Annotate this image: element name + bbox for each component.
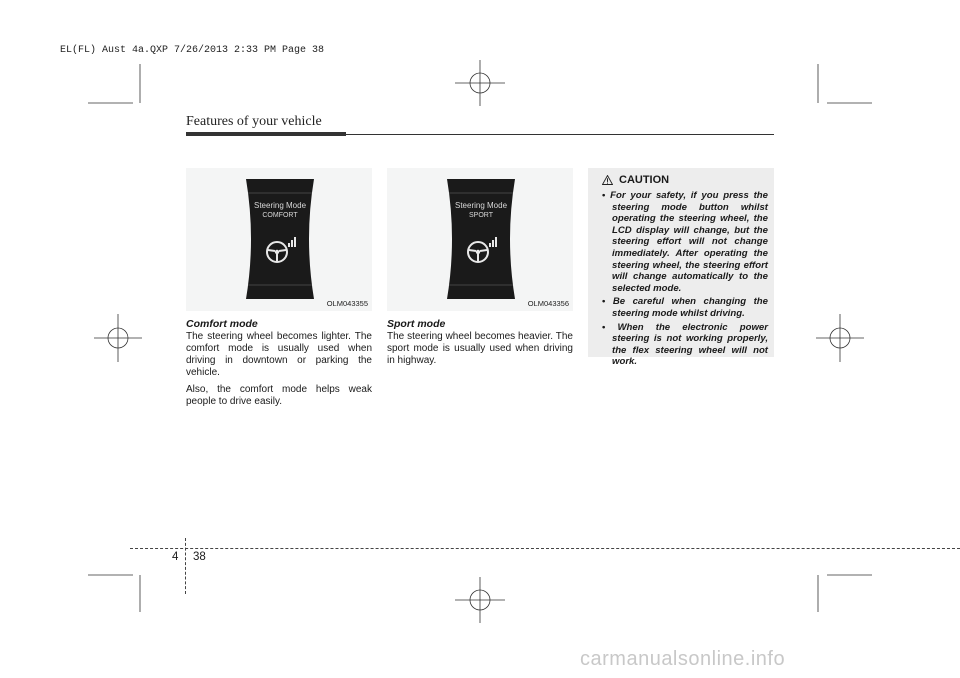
- steering-mode-button-sport: [443, 179, 519, 304]
- figure-comfort: [186, 168, 372, 311]
- warning-triangle-icon: [602, 175, 613, 185]
- button-mode: SPORT: [469, 212, 493, 219]
- watermark: carmanualsonline.info: [580, 648, 786, 670]
- comfort-mode-paragraph-1: The steering wheel becomes lighter. The comfort mode is usually used when driving in downtown or parking the vehicle.: [186, 331, 372, 378]
- comfort-mode-section: [186, 318, 372, 413]
- caution-item: • When the electronic power steering is not working properly, the flex steering wheel will not work.: [594, 322, 768, 368]
- steering-mode-button-comfort: [242, 179, 318, 304]
- sport-mode-paragraph-1: The steering wheel becomes heavier. The sport mode is usually used when driving in highway.: [387, 331, 573, 366]
- section-title: Features of your vehicle: [186, 114, 322, 129]
- caution-title: CAUTION: [619, 174, 670, 186]
- footer-divider: [185, 538, 186, 594]
- print-slug: EL(FL) Aust 4a.QXP 7/26/2013 2:33 PM Page 38: [60, 45, 325, 56]
- caution-list: [594, 190, 768, 370]
- sport-mode-heading: Sport mode: [387, 318, 446, 330]
- chapter-number: 4: [172, 551, 179, 563]
- figure-sport: [387, 168, 573, 311]
- button-title: Steering Mode: [454, 201, 508, 210]
- figure-code: OLM043355: [326, 299, 368, 308]
- button-title: Steering Mode: [253, 201, 307, 210]
- comfort-mode-paragraph-2: Also, the comfort mode helps weak people to drive easily.: [186, 384, 372, 407]
- footer-rule: [130, 548, 960, 549]
- sport-mode-section: [387, 318, 573, 372]
- header-rule-thick: [186, 132, 346, 136]
- caution-header: [602, 174, 669, 186]
- caution-box: [588, 168, 774, 368]
- caution-item: • Be careful when changing the steering mode whilst driving.: [594, 296, 768, 319]
- page-number: 38: [193, 551, 206, 563]
- figure-code: OLM043356: [527, 299, 569, 308]
- caution-item: • For your safety, if you press the steering mode button whilst operating the steering wheel, the LCD display will change, but the steering effort will not change immediately. After operating the steering wheel, the steering effort will change automatically to the selected mode.: [594, 190, 768, 294]
- comfort-mode-heading: Comfort mode: [186, 318, 258, 330]
- steering-wheel-icon: [465, 235, 499, 265]
- header-rule-thin: [346, 134, 774, 135]
- steering-wheel-icon: [264, 235, 298, 265]
- button-mode: COMFORT: [262, 212, 298, 219]
